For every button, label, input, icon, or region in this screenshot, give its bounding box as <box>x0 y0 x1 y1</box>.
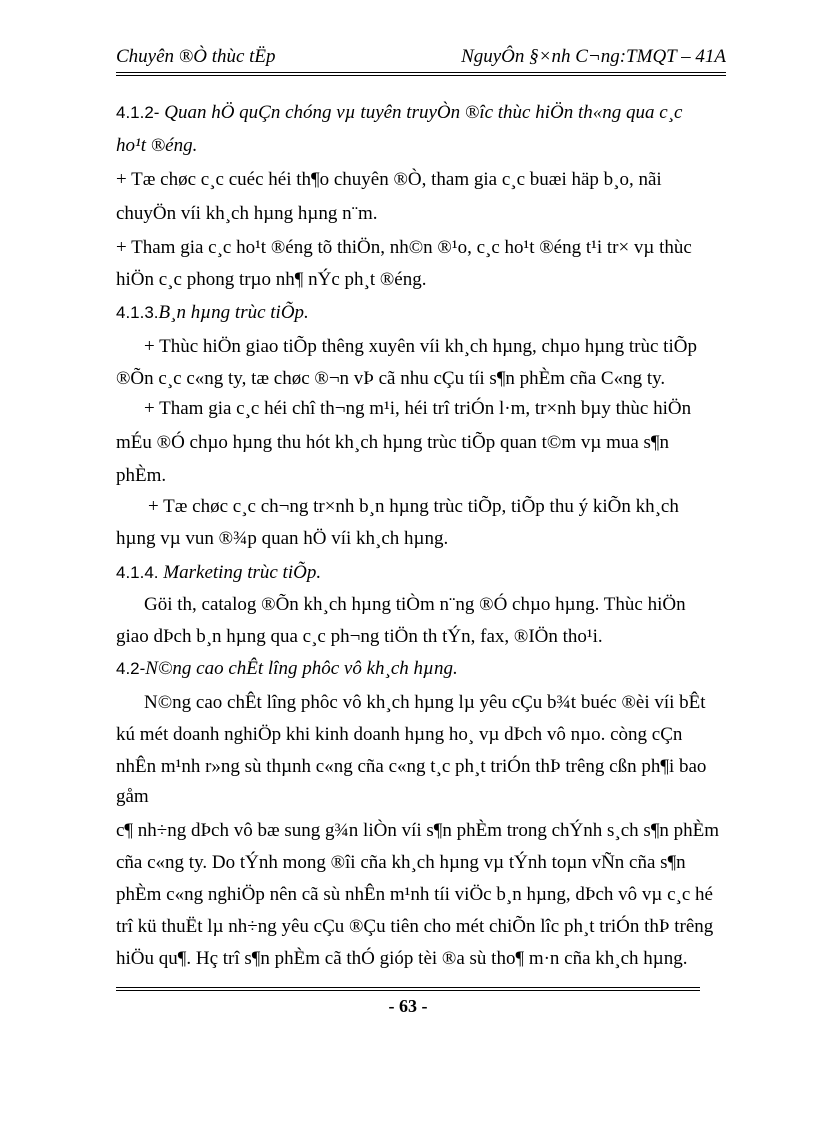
line-text: ®Õn c¸c c«ng ty, tæ chøc ®¬n vÞ cã nhu cÇu tíi s¶n phÈm cña C«ng ty. <box>116 368 666 389</box>
paragraph-line <box>116 135 197 157</box>
line-text: kú mét doanh nghiÖp khi kinh doanh hµng ho¸ vµ dÞch vô nµo. còng cÇn <box>116 724 683 745</box>
line-text: N©ng cao chÊt lîng phôc vô kh¸ch hµng lµ yêu cÇu b¾t buéc ®èi víi bÊt <box>144 692 706 713</box>
paragraph-line <box>116 237 692 259</box>
section-number: 4.2- <box>116 659 146 678</box>
line-text: phÈm c«ng nghiÖp nên cã sù nhÊn m¹nh tíi viÖc b¸n hµng, dÞch vô vµ c¸c hé <box>116 884 713 905</box>
section-heading <box>116 302 309 324</box>
line-text: chuyÖn víi kh¸ch hµng hµng n¨m. <box>116 203 378 224</box>
paragraph-line <box>116 432 669 454</box>
header-rule-double <box>116 75 726 76</box>
page-number: - 63 - <box>388 996 428 1016</box>
section-number: 4.1.2- <box>116 103 160 122</box>
line-text: + Tham gia c¸c ho¹t ®éng tõ thiÖn, nh©n ®¹o, c¸c ho¹t ®éng t¹i tr× vµ thùc <box>116 237 692 258</box>
paragraph-line <box>116 756 706 778</box>
page-header <box>116 44 726 74</box>
line-text: + Tham gia c¸c héi chî th¬ng m¹i, héi trî triÓn l·m, tr×nh bµy thùc hiÖn <box>144 398 692 419</box>
header-left-text: Chuyên ®Ò thùc tËp <box>116 46 276 67</box>
paragraph-line <box>116 465 166 487</box>
paragraph-line <box>144 336 697 358</box>
line-text: gåm <box>116 786 149 807</box>
line-text: c¶ nh÷ng dÞch vô bæ sung g¾n liÒn víi s¶n phÈm trong chÝnh s¸ch s¶n phÈm <box>116 820 720 841</box>
line-text: B¸n hµng trùc tiÕp. <box>158 302 309 323</box>
paragraph-line <box>148 496 679 518</box>
section-heading <box>116 562 321 584</box>
line-text: ho¹t ®éng. <box>116 135 198 156</box>
paragraph-line <box>116 169 662 191</box>
section-number: 4.1.3. <box>116 303 159 322</box>
paragraph-line <box>144 692 706 714</box>
line-text: N©ng cao chÊt lîng phôc vô kh¸ch hµng. <box>145 658 458 679</box>
line-text: mÉu ®Ó chµo hµng thu hót kh¸ch hµng trùc tiÕp quan t©m vµ mua s¶n <box>116 432 670 453</box>
line-text: Göi th, catalog ®Õn kh¸ch hµng tiÒm n¨ng ®Ó chµo hµng. Thùc hiÖn <box>144 594 686 615</box>
paragraph-line <box>144 594 686 616</box>
section-heading <box>116 102 682 124</box>
line-text: phÈm. <box>116 465 167 486</box>
paragraph-line <box>116 368 665 390</box>
line-text: hiÖn c¸c phong trµo nh¶ nÝc ph¸t ®éng. <box>116 269 427 290</box>
header-right-text: NguyÔn §×nh C¬ng:TMQT – 41A <box>461 46 726 67</box>
line-text: nhÊn m¹nh r»ng sù thµnh c«ng cña c«ng t¸c ph¸t triÓn thÞ trêng cßn ph¶i bao <box>116 756 707 777</box>
paragraph-line <box>116 916 713 938</box>
paragraph-line <box>116 884 713 906</box>
paragraph-line <box>116 269 427 291</box>
paragraph-line <box>116 626 603 648</box>
line-text: + Thùc hiÖn giao tiÕp thêng xuyên víi kh¸ch hµng, chµo hµng trùc tiÕp <box>144 336 697 357</box>
footer-rule <box>116 987 700 988</box>
paragraph-line <box>144 398 691 420</box>
line-text: hµng vµ vun ®¾p quan hÖ víi kh¸ch hµng. <box>116 528 449 549</box>
paragraph-line <box>116 948 688 970</box>
paragraph-line <box>116 852 686 874</box>
line-text: Marketing trùc tiÕp. <box>158 562 322 583</box>
paragraph-line <box>116 786 149 808</box>
footer-rule-double <box>116 990 700 991</box>
line-text: trî kü thuËt lµ nh÷ng yêu cÇu ®Çu tiên cho mét chiÕn lîc ph¸t triÓn thÞ trêng <box>116 916 714 937</box>
paragraph-line <box>116 203 377 225</box>
line-text: + Tæ chøc c¸c cuéc héi th¶o chuyên ®Ò, tham gia c¸c buæi häp b¸o, nãi <box>116 169 662 190</box>
line-text: Quan hÖ quÇn chóng vµ tuyên truyÒn ®îc thùc hiÖn th«ng qua c¸c <box>159 102 683 123</box>
paragraph-line <box>116 724 682 746</box>
section-number: 4.1.4. <box>116 563 159 582</box>
line-text: giao dÞch b¸n hµng qua c¸c ph¬ng tiÖn th tÝn, fax, ®IÖn tho¹i. <box>116 626 603 647</box>
line-text: + Tæ chøc c¸c ch¬ng tr×nh b¸n hµng trùc tiÕp, tiÕp thu ý kiÕn kh¸ch <box>148 496 679 517</box>
paragraph-line <box>116 820 719 842</box>
section-heading <box>116 658 458 680</box>
paragraph-line <box>116 528 448 550</box>
header-rule <box>116 72 726 73</box>
line-text: hiÖu qu¶. Hç trî s¶n phÈm cã thÓ gióp tèi ®a sù tho¶ m·n cña kh¸ch hµng. <box>116 948 688 969</box>
line-text: cña c«ng ty. Do tÝnh mong ®îi cña kh¸ch hµng vµ tÝnh toµn vÑn cña s¶n <box>116 852 686 873</box>
